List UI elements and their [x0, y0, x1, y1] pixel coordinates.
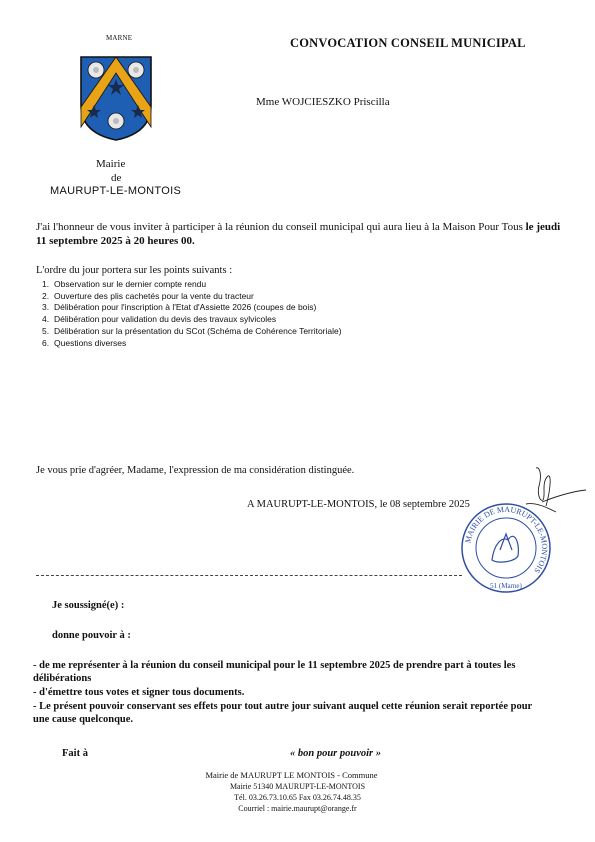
bon-pour-pouvoir-label: « bon pour pouvoir »: [290, 748, 382, 759]
footer-phone: Tél. 03.26.73.10.65 Fax 03.26.74.48.35: [234, 793, 361, 802]
footer: [0, 770, 595, 814]
fait-a-label: Fait à: [62, 748, 88, 759]
proxy-clause-1: - de me représenter à la réunion du conseil municipal pour le 11 septembre 2025 de prendre part à toutes les délibérations: [33, 660, 516, 684]
stamp-emblem: [492, 534, 518, 562]
agenda-list: [42, 279, 342, 349]
agenda-item: 2. Ouverture des plis cachetés pour la vente du tracteur: [42, 290, 254, 301]
proxy-clause-2: - d'émettre tous votes et signer tous documents.: [33, 687, 245, 698]
closing-formula: Je vous prie d'agréer, Madame, l'expression de ma considération distinguée.: [36, 465, 355, 476]
mairie-line2: de: [111, 172, 122, 184]
place-and-date: A MAURUPT-LE-MONTOIS, le 08 septembre 2025: [247, 499, 470, 510]
meeting-date: le jeudi 11 septembre 2025 à 20 heures 00.: [36, 221, 561, 247]
cut-line-divider: [36, 575, 462, 576]
recipient-name: Mme WOJCIESZKO Priscilla: [256, 96, 390, 108]
invitation-text: J'ai l'honneur de vous inviter à participer à la réunion du conseil municipal qui aura lieu à la Maison Pour Tous: [36, 221, 526, 233]
stamp-bottom-text: 51 (Marne): [490, 582, 522, 590]
department-label: MARNE: [106, 34, 133, 42]
stamp-ring-text: MAIRIE DE MAURUPT-LE-MONTOIS: [463, 504, 550, 575]
proxy-donne-pouvoir-label: donne pouvoir à :: [52, 630, 131, 641]
proxy-soussigne-label: Je soussigné(e) :: [52, 600, 125, 611]
document-title: CONVOCATION CONSEIL MUNICIPAL: [290, 36, 526, 50]
agenda-item: 5. Délibération sur la présentation du SCot (Schéma de Cohérence Territoriale): [42, 325, 342, 336]
coat-of-arms-logo: [79, 55, 153, 142]
footer-address: Mairie 51340 MAURUPT-LE-MONTOIS: [229, 782, 366, 791]
mairie-name: MAURUPT-LE-MONTOIS: [50, 185, 182, 197]
agenda-item: 4. Délibération pour validation du devis des travaux sylvicoles: [42, 314, 277, 325]
footer-email: Courriel : mairie.maurupt@orange.fr: [238, 804, 357, 813]
agenda-item: 6. Questions diverses: [42, 337, 127, 348]
proxy-clauses: [33, 659, 533, 727]
mairie-line1: Mairie: [96, 158, 126, 170]
proxy-clause-3: - Le présent pouvoir conservant ses effets pour tout autre jour suivant auquel cette réunion serait reportée pour une cause quelconque.: [33, 701, 533, 725]
agenda-item: 3. Délibération pour l'inscription à l'Etat d'Assiette 2026 (coupes de bois): [42, 302, 317, 313]
footer-line1: Mairie de MAURUPT LE MONTOIS - Commune: [205, 770, 378, 780]
agenda-intro: L'ordre du jour portera sur les points suivants :: [36, 265, 233, 276]
agenda-item: 1. Observation sur le dernier compte rendu: [42, 279, 207, 289]
municipal-stamp: [458, 500, 554, 596]
invitation-paragraph: [36, 220, 561, 248]
